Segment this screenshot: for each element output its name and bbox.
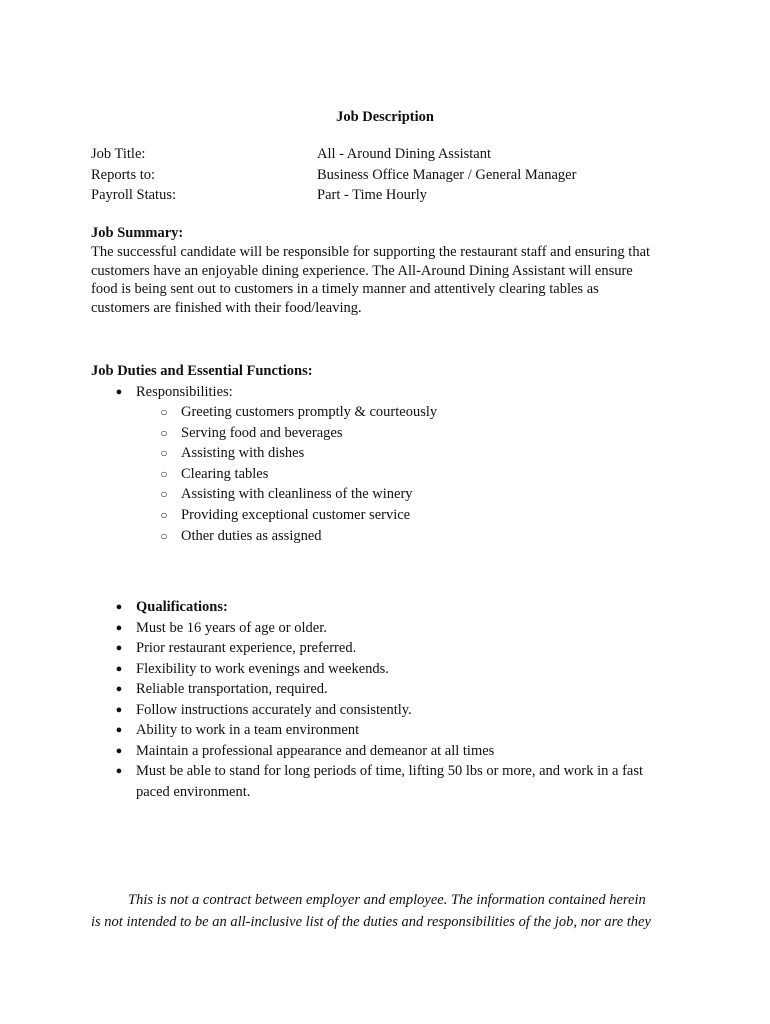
qualification-item — [91, 761, 681, 802]
disclaimer-line: is not intended to be an all-inclusive list of the duties and responsibilities of the job, nor are they — [91, 913, 651, 930]
bullet-disc-icon: ● — [115, 683, 123, 695]
qualification-text: Maintain a professional appearance and demeanor at all times — [136, 742, 495, 759]
bullet-circle-icon: ○ — [160, 528, 168, 543]
bullet-circle-icon: ○ — [160, 425, 168, 440]
bullet-circle-icon: ○ — [160, 466, 168, 481]
bullet-disc-icon: ● — [115, 385, 123, 398]
responsibility-text: Other duties as assigned — [181, 527, 322, 544]
job-info-table — [91, 144, 576, 206]
responsibility-item — [91, 505, 681, 526]
duties-list — [91, 382, 681, 547]
disclaimer-line: This is not a contract between employer and employee. The information contained herein — [128, 892, 646, 908]
bullet-disc-icon: ● — [115, 601, 123, 613]
qualification-text: Prior restaurant experience, preferred. — [136, 640, 357, 656]
bullet-disc-icon: ● — [115, 724, 123, 736]
responsibilities-label: Responsibilities: — [136, 383, 233, 400]
summary-line: customers are finished with their food/leaving. — [91, 299, 362, 316]
job-duties-heading: Job Duties and Essential Functions: — [91, 363, 313, 379]
qualification-item — [91, 741, 681, 762]
qualification-text: Reliable transportation, required. — [136, 681, 328, 697]
bullet-circle-icon: ○ — [160, 487, 168, 502]
qualification-text-line: Must be able to stand for long periods of time, lifting 50 lbs or more, and work in a fast — [136, 763, 644, 779]
responsibility-text: Providing exceptional customer service — [181, 506, 411, 523]
bullet-disc-icon: ● — [115, 765, 123, 777]
summary-line: food is being sent out to customers in a timely manner and attentively clearing tables as — [91, 281, 599, 297]
qualifications-heading-item — [91, 597, 681, 618]
qualification-text: Must be 16 years of age or older. — [136, 619, 327, 636]
qualifications-list — [91, 597, 681, 802]
bullet-disc-icon: ● — [115, 662, 123, 675]
qualification-text: Follow instructions accurately and consistently. — [136, 701, 412, 718]
summary-line: The successful candidate will be responsible for supporting the restaurant staff and ensuring that — [91, 244, 651, 260]
qualification-text: Ability to work in a team environment — [136, 722, 360, 738]
qualification-text: Flexibility to work evenings and weekends. — [136, 660, 389, 677]
disclaimer-paragraph — [91, 890, 681, 933]
responsibility-text: Assisting with cleanliness of the winery — [181, 486, 413, 503]
qualification-item — [91, 720, 681, 741]
qualification-item — [91, 638, 681, 659]
qualification-item — [91, 618, 681, 639]
job-title-row — [91, 144, 576, 165]
qualification-item — [91, 700, 681, 721]
document-title: Job Description — [336, 109, 434, 125]
job-title-value: All - Around Dining Assistant — [317, 146, 492, 162]
bullet-circle-icon: ○ — [160, 446, 168, 461]
responsibility-text: Assisting with dishes — [181, 445, 305, 462]
qualifications-section — [91, 597, 681, 802]
job-title-label: Job Title: — [91, 146, 146, 162]
responsibility-item — [91, 423, 681, 444]
responsibility-item — [91, 526, 681, 547]
responsibilities-item — [91, 382, 681, 403]
job-duties-section — [91, 361, 681, 546]
payroll-status-row — [91, 185, 576, 206]
reports-to-label: Reports to: — [91, 166, 156, 183]
bullet-disc-icon: ● — [115, 621, 123, 634]
qualification-item — [91, 659, 681, 680]
reports-to-value: Business Office Manager / General Manager — [317, 166, 577, 183]
responsibility-text: Clearing tables — [181, 465, 269, 482]
payroll-status-value: Part - Time Hourly — [317, 187, 427, 203]
responsibility-text: Greeting customers promptly & courteously — [181, 404, 438, 420]
bullet-disc-icon: ● — [115, 703, 123, 716]
job-summary-text — [91, 243, 681, 317]
job-summary-heading: Job Summary: — [91, 225, 184, 241]
payroll-status-label: Payroll Status: — [91, 187, 176, 203]
responsibility-item — [91, 443, 681, 464]
qualifications-heading: Qualifications: — [136, 599, 228, 615]
summary-line: customers have an enjoyable dining experience. The All-Around Dining Assistant will ensure — [91, 262, 633, 279]
bullet-disc-icon: ● — [115, 642, 123, 654]
bullet-circle-icon: ○ — [160, 405, 168, 419]
bullet-disc-icon: ● — [115, 744, 123, 757]
bullet-circle-icon: ○ — [160, 507, 168, 522]
responsibility-item — [91, 464, 681, 485]
responsibility-item — [91, 402, 681, 423]
responsibility-text: Serving food and beverages — [181, 424, 343, 441]
qualification-item — [91, 679, 681, 700]
responsibility-item — [91, 484, 681, 505]
job-summary-section — [91, 223, 681, 317]
reports-to-row — [91, 165, 576, 186]
qualification-text-line: paced environment. — [136, 783, 251, 800]
